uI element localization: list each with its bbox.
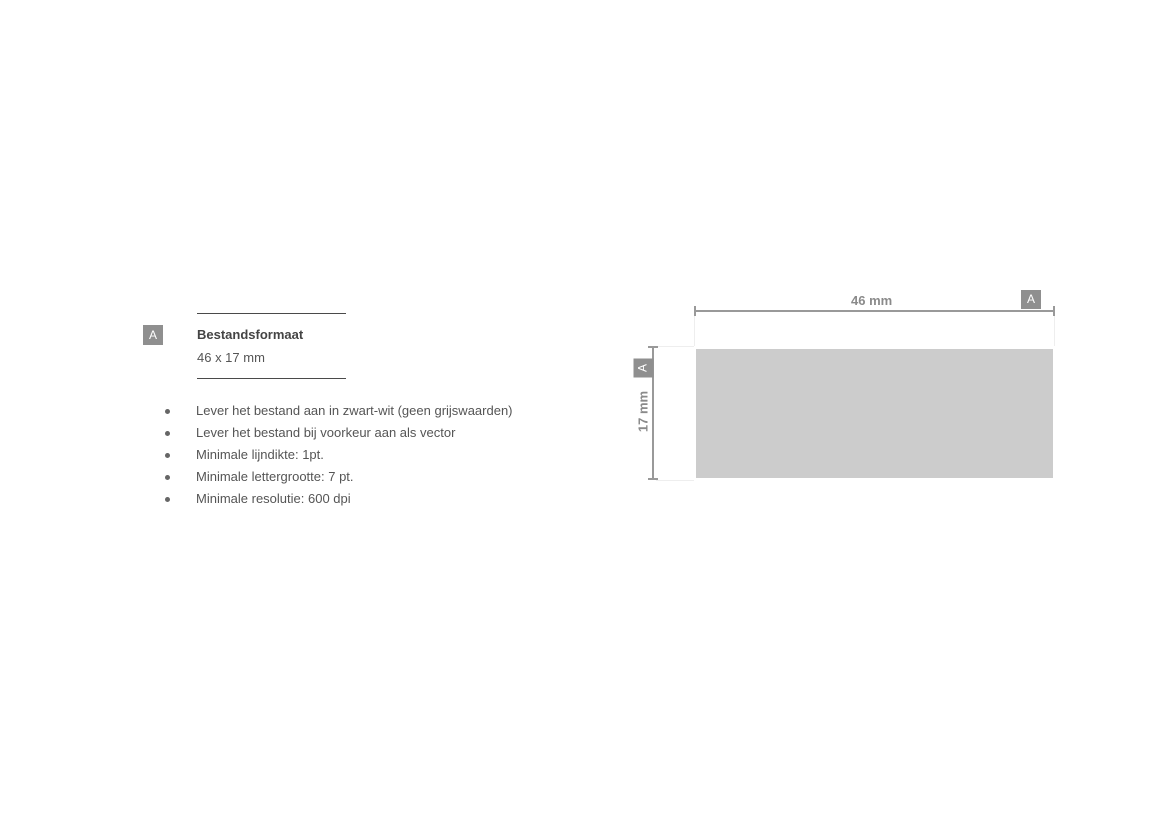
dimension-diagram bbox=[620, 285, 1070, 495]
divider-top bbox=[197, 313, 346, 314]
guide-line-left-bottom bbox=[656, 480, 694, 481]
height-label: 17 mm bbox=[635, 390, 651, 433]
list-item bbox=[165, 400, 513, 422]
list-item-label: Minimale lettergrootte: 7 pt. bbox=[196, 469, 354, 484]
width-dimension-tick-left bbox=[694, 306, 696, 316]
list-item bbox=[165, 422, 513, 444]
width-badge: A bbox=[1021, 290, 1041, 309]
guide-line-top-left bbox=[694, 316, 695, 346]
label-area bbox=[696, 349, 1053, 478]
list-item bbox=[165, 444, 513, 466]
bullet-icon bbox=[165, 453, 170, 458]
guide-line-top-right bbox=[1054, 316, 1055, 346]
format-title: Bestandsformaat bbox=[197, 327, 304, 342]
height-badge: A bbox=[634, 359, 654, 378]
bullet-icon bbox=[165, 409, 170, 414]
list-item bbox=[165, 488, 513, 510]
height-dimension-tick-bottom bbox=[648, 478, 658, 480]
height-dimension-tick-top bbox=[648, 346, 658, 348]
bullet-icon bbox=[165, 475, 170, 480]
width-label: 46 mm bbox=[851, 293, 893, 308]
section-badge: A bbox=[143, 325, 163, 345]
divider-bottom bbox=[197, 378, 346, 379]
width-dimension-line bbox=[694, 310, 1055, 312]
guide-line-left-top bbox=[656, 346, 694, 347]
list-item-label: Lever het bestand aan in zwart-wit (geen grijswaarden) bbox=[196, 403, 513, 418]
list-item-label: Minimale lijndikte: 1pt. bbox=[196, 447, 324, 462]
requirements-list bbox=[165, 400, 513, 510]
list-item bbox=[165, 466, 513, 488]
format-size: 46 x 17 mm bbox=[197, 350, 265, 365]
list-item-label: Minimale resolutie: 600 dpi bbox=[196, 491, 351, 506]
bullet-icon bbox=[165, 431, 170, 436]
bullet-icon bbox=[165, 497, 170, 502]
list-item-label: Lever het bestand bij voorkeur aan als vector bbox=[196, 425, 456, 440]
width-dimension-tick-right bbox=[1053, 306, 1055, 316]
